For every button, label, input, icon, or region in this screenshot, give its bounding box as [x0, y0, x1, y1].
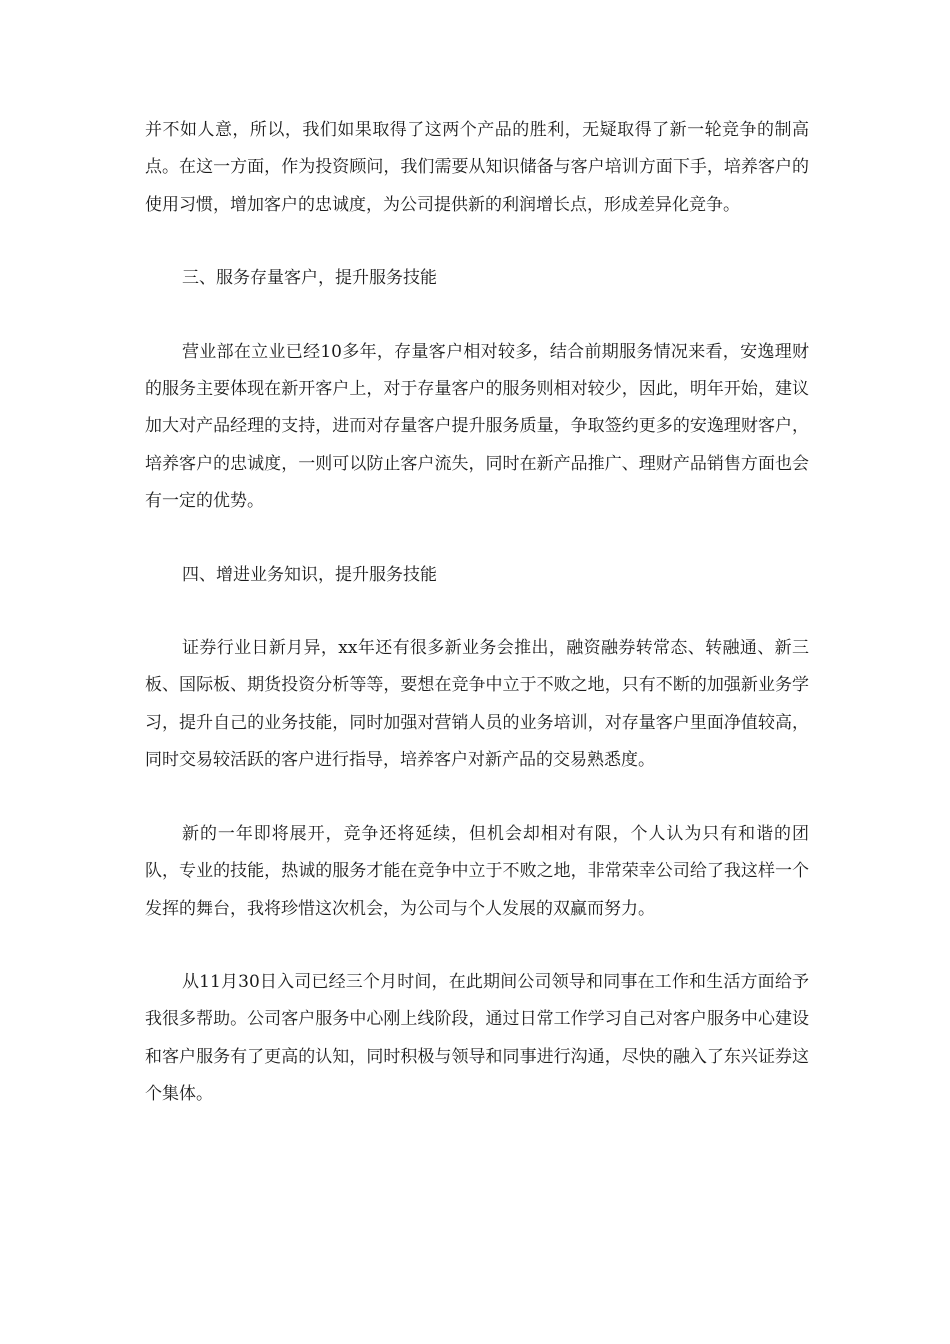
document-page — [145, 112, 809, 1114]
paragraph-gap — [145, 224, 809, 260]
paragraph-new-year: 新的一年即将展开，竞争还将延续，但机会却相对有限，个人认为只有和谐的团队，专业的技能，热诚的服务才能在竞争中立于不败之地，非常荣幸公司给了我这样一个发挥的舞台，我将珍惜这次机会，为公司与个人发展的双赢而努力。 — [145, 823, 809, 919]
paragraph-existing-clients: 营业部在立业已经10多年，存量客户相对较多，结合前期服务情况来看，安逸理财的服务主要体现在新开客户上，对于存量客户的服务则相对较少，因此，明年开始，建议加大对产品经理的支持，进而对存量客户提升服务质量，争取签约更多的安逸理财客户，培养客户的忠诚度，一则可以防止客户流失，同时在新产品推广、理财产品销售方面也会有一定的优势。 — [145, 341, 809, 512]
paragraph-gap — [145, 594, 809, 630]
paragraph-gap — [145, 780, 809, 816]
paragraph-continuation: 并不如人意，所以，我们如果取得了这两个产品的胜利，无疑取得了新一轮竞争的制高点。在这一方面，作为投资顾问，我们需要从知识储备与客户培训方面下手，培养客户的使用习惯，增加客户的忠诚度，为公司提供新的利润增长点，形成差异化竞争。 — [145, 120, 809, 215]
paragraph-gap — [145, 928, 809, 964]
section-heading-three: 三、服务存量客户，提升服务技能 — [182, 268, 437, 289]
paragraph-joining-company: 从11月30日入司已经三个月时间，在此期间公司领导和同事在工作和生活方面给予我很多帮助。公司客户服务中心刚上线阶段，通过日常工作学习自己对客户服务中心建设和客户服务有了更高的认知，同时积极与领导和同事进行沟通，尽快的融入了东兴证券这个集体。 — [145, 971, 809, 1105]
paragraph-gap — [145, 298, 809, 334]
section-heading-four: 四、增进业务知识，提升服务技能 — [182, 564, 437, 585]
paragraph-gap — [145, 521, 809, 557]
paragraph-business-knowledge: 证券行业日新月异，xx年还有很多新业务会推出，融资融券转常态、转融通、新三板、国际板、期货投资分析等等，要想在竞争中立于不败之地，只有不断的加强新业务学习，提升自己的业务技能，同时加强对营销人员的业务培训，对存量客户里面净值较高，同时交易较活跃的客户进行指导，培养客户对新产品的交易熟悉度。 — [145, 638, 809, 771]
